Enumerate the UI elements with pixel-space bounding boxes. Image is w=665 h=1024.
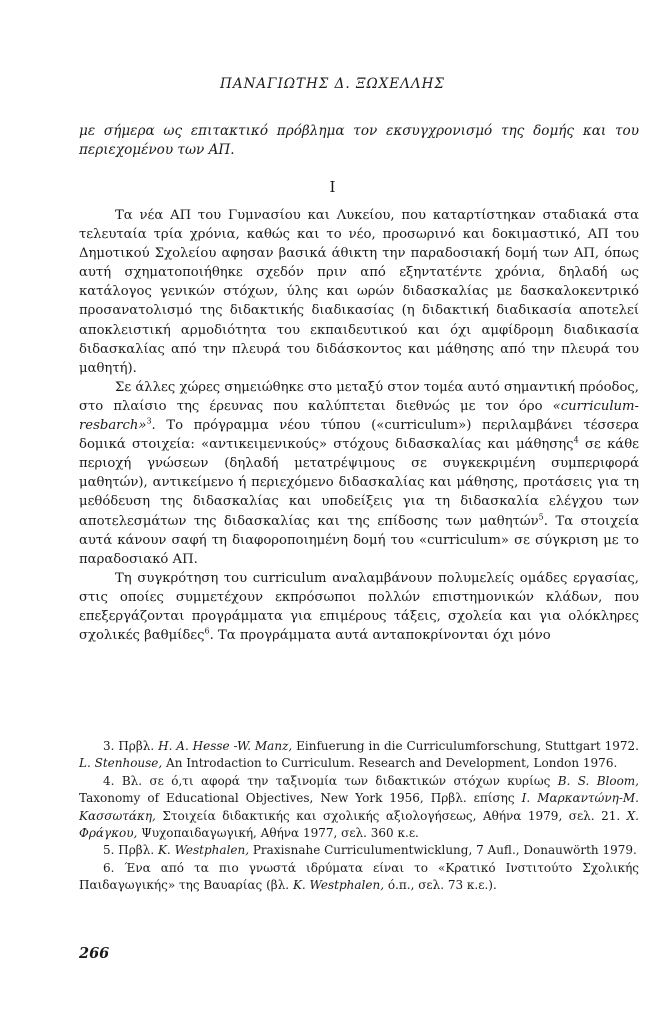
footnote-text: Praxisnahe Curriculumentwicklung, 7 Aufl., Donauwörth 1979. bbox=[249, 843, 637, 858]
footnote-ref-3: 3 bbox=[146, 416, 152, 426]
footnote-author: Χ. Φράγκου, bbox=[79, 808, 639, 841]
footnote-text: 4. Βλ. σε ό,τι αφορά την ταξινομία των διδακτικών στόχων κυρίως bbox=[103, 773, 558, 788]
paragraph-3-text: Τη συγκρότηση του curriculum αναλαμβάνουν πολυμελείς ομάδες εργασίας, στις οποίες συμμετέχουν εκπρόσωποι πολλών επιστημονικών κλάδων, που επεξεργάζονται προγράμματα για επιμέρους τάξεις, σχολεία και για ολόκληρες σχολικές βαθμίδες bbox=[79, 570, 639, 644]
paragraph-3 bbox=[79, 569, 639, 645]
footnote-author: K. Westphalen, bbox=[157, 843, 250, 858]
footnote-author: Ι. Μαρκαντώνη-Μ. Κασσωτάκη, bbox=[79, 791, 639, 823]
footnote-text: An Introdaction to Curriculum. Research and Development, London 1976. bbox=[162, 756, 618, 771]
footnote-text: Στοιχεία διδακτικής και σχολικής αξιολογήσεως, Αθήνα 1979, σελ. 21. bbox=[155, 808, 627, 823]
curriculum-research-term: «curriculum-resbarch» bbox=[79, 398, 639, 434]
footnote-author: L. Stenhouse, bbox=[79, 756, 163, 771]
footnote-text: Taxonomy of Educational Objectives, New York 1956, Πρβλ. επίσης bbox=[79, 791, 522, 806]
footnote-ref-4: 4 bbox=[573, 435, 579, 445]
body-text bbox=[79, 206, 639, 645]
footnote-5 bbox=[79, 842, 639, 859]
footnote-ref-5: 5 bbox=[538, 512, 544, 522]
footnote-author: B. S. Bloom, bbox=[557, 773, 639, 788]
paragraph-2-text: . Τα στοιχεία αυτά κάνουν σαφή τη διαφοροποιημένη δομή του «curriculum» σε σύγκριση με το παραδοσιακό ΑΠ. bbox=[79, 513, 639, 567]
footnote-4 bbox=[79, 773, 639, 843]
footnote-author: H. A. Hesse -W. Manz, bbox=[158, 739, 293, 753]
footnote-text: 5. Πρβλ. bbox=[103, 843, 158, 858]
paragraph-2-text: Σε άλλες χώρες σημειώθηκε στο μεταξύ στον τομέα αυτό σημαντική πρόοδος, στο πλαίσιο της έρευνας που καλύπτεται διεθνώς με τον όρο bbox=[79, 379, 639, 414]
footnote-text: Einfuerung in die Curriculumforschung, Stuttgart 1972. bbox=[292, 739, 639, 753]
running-head: ΠΑΝΑΓΙΩΤΗΣ Δ. ΞΩΧΕΛΛΗΣ bbox=[220, 76, 445, 92]
intro-line: με σήμερα ως επιτακτικό πρόβλημα τον εκσυγχρονισμό της δομής και του περιεχομένου των ΑΠ. bbox=[79, 123, 639, 158]
page-number: 266 bbox=[79, 945, 110, 962]
paragraph-2 bbox=[79, 378, 639, 569]
paragraph-2-text: σε κάθε περιοχή γνώσεων (δηλαδή μετατρέψιμους σε συγκεκριμένη συμπεριφορά μαθητών), αντικείμενο ή περιεχόμενο διδασκαλίας και μάθησης, προτάσεις για τη μεθόδευση της διδασκαλίας και υποδείξεις για τη διδασκαλία ελέγχου των αποτελεσμάτων της διδασκαλίας και της επίδοσης των μαθητών bbox=[79, 437, 639, 529]
paragraph-2-text: . Το πρόγραμμα νέου τύπου («curriculum») περιλαμβάνει τέσσερα δομικά στοιχεία: «αντικειμενικούς» στόχους διδασκαλίας και μάθησης bbox=[79, 418, 639, 453]
footnote-text: Ψυχοπαιδαγωγική, Αθήνα 1977, σελ. 360 κ.ε. bbox=[137, 826, 419, 841]
footnote-text: 6. Ένα από τα πιο γνωστά ιδρύματα είναι το «Κρατικό Ινστιτούτο Σχολικής Παιδαγωγικής» της Βαυαρίας (βλ. bbox=[79, 860, 639, 893]
paragraph-3-text: . Τα προγράμματα αυτά ανταποκρίνονται όχι μόνο bbox=[209, 628, 551, 644]
footnote-author: K. Westphalen, bbox=[292, 878, 385, 893]
footnote-3 bbox=[79, 738, 639, 773]
footnotes bbox=[79, 738, 639, 895]
footnote-6 bbox=[79, 860, 639, 895]
footnote-text: 3. Πρβλ. bbox=[103, 739, 159, 753]
footnote-text: ό.π., σελ. 73 κ.ε.). bbox=[384, 878, 497, 893]
section-number: Ι bbox=[329, 178, 336, 196]
footnote-ref-6: 6 bbox=[204, 626, 210, 636]
paragraph-1: Τα νέα ΑΠ του Γυμνασίου και Λυκείου, που καταρτίστηκαν σταδιακά στα τελευταία τρία χρόνια, καθώς και το νέο, προσωρινό και δοκιμαστικό, ΑΠ του Δημοτικού Σχολείου αφησαν βασικά άθικτη την παραδοσιακή δομή των ΑΠ, όπως αυτή σχηματοποιήθηκε σχεδόν πριν από εξηντατέντε χρόνια, δηλαδή ως κατάλογος γενικών στόχων, ύλης και ωρών διδασκαλίας με δασκαλοκεντρικό προσανατολισμό της διδακτικής διαδικασίας (η διδακτική διαδικασία αποτελεί αποκλειστική αρμοδιότητα του εκπαιδευτικού και όχι αμφίδρομη διαδικασία διδασκαλίας από την πλευρά του διδάσκοντος και μάθησης από την πλευρά του μαθητή). bbox=[79, 208, 639, 376]
